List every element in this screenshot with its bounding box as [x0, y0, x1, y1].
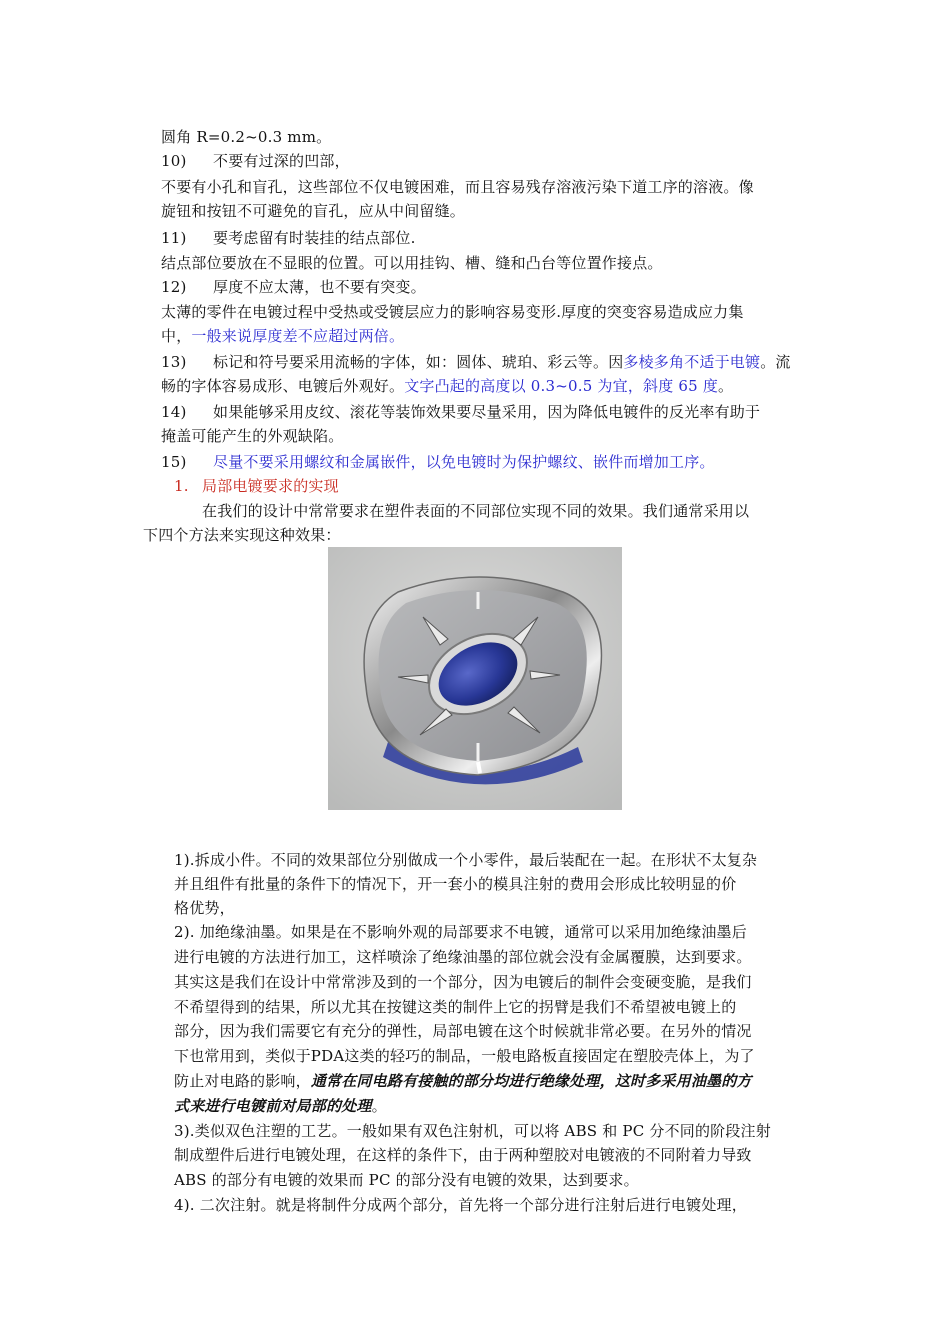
text-line: 不要有小孔和盲孔，这些部位不仅电镀困难，而且容易残存溶液污染下道工序的溶液。像 — [161, 178, 754, 196]
method-line: ABS 的部分有电镀的效果而 PC 的部分没有电镀的效果，达到要求。 — [174, 1171, 639, 1189]
list-number: 14) — [161, 403, 187, 421]
method-line — [174, 1069, 752, 1093]
text-span: 如果能够采用皮纹、滚花等装饰效果要尽量采用，因为降低电镀件的反光率有助于 — [213, 403, 761, 421]
method-line: 部分，因为我们需要它有充分的弹性，局部电镀在这个时候就非常必要。在另外的情况 — [174, 1022, 752, 1040]
list-title: 要考虑留有时装挂的结点部位. — [213, 229, 416, 247]
method-line: 下也常用到，类似于PDA这类的轻巧的制品，一般电路板直接固定在塑胶壳体上，为了 — [174, 1047, 755, 1065]
text-span: 。流 — [760, 353, 791, 371]
list-number: 11) — [161, 229, 187, 247]
text-line: 圆角 R=0.2~0.3 mm。 — [161, 128, 332, 146]
method-line: 格优势， — [174, 899, 235, 917]
list-item-14 — [161, 400, 760, 424]
text-line: 旋钮和按钮不可避免的盲孔，应从中间留缝。 — [161, 202, 466, 220]
text-span: 。 — [718, 377, 734, 395]
method-line — [174, 1094, 387, 1118]
method-line: 制成塑件后进行电镀处理，在这样的条件下，由于两种塑胶对电镀液的不同附着力导致 — [174, 1146, 752, 1164]
method-line: 2). 加绝缘油墨。如果是在不影响外观的局部要求不电镀，通常可以采用加绝缘油墨后 — [174, 923, 747, 941]
text-line: 掩盖可能产生的外观缺陷。 — [161, 427, 344, 445]
list-item-10 — [161, 149, 350, 173]
method-line: 3).类似双色注塑的工艺。一般如果有双色注射机，可以将 ABS 和 PC 分不同的阶段注射 — [174, 1122, 771, 1140]
paragraph-line: 在我们的设计中常常要求在塑件表面的不同部位实现不同的效果。我们通常采用以 — [202, 502, 750, 520]
list-number: 10) — [161, 152, 187, 170]
bold-italic-text: 通常在同电路有接触的部分均进行绝缘处理，这时多采用油墨的方 — [310, 1072, 752, 1090]
text-span: 。 — [371, 1097, 387, 1115]
emphasis-text: 一般来说厚度差不应超过两倍。 — [191, 327, 405, 345]
text-line — [161, 324, 404, 348]
emphasis-text: 文字凸起的高度以 0.3~0.5 为宜，斜度 65 度 — [404, 377, 719, 395]
method-line: 不希望得到的结果，所以尤其在按键这类的制件上它的拐臂是我们不希望被电镀上的 — [174, 998, 737, 1016]
list-item-15 — [161, 450, 715, 474]
emphasis-text: 多棱多角不适于电镀 — [623, 353, 761, 371]
heading-title: 局部电镀要求的实现 — [202, 477, 339, 495]
paragraph-line: 下四个方法来实现这种效果： — [143, 526, 341, 544]
text-line: 结点部位要放在不显眼的位置。可以用挂钩、槽、缝和凸台等位置作接点。 — [161, 254, 663, 272]
list-title: 厚度不应太薄，也不要有突变。 — [213, 278, 426, 296]
method-line: 并且组件有批量的条件下的情况下，开一套小的模具注射的费用会形成比较明显的价 — [174, 875, 737, 893]
heading-number: 1. — [174, 477, 189, 495]
method-line: 4). 二次注射。就是将制件分成两个部分，首先将一个部分进行注射后进行电镀处理， — [174, 1196, 747, 1214]
bold-italic-text: 式来进行电镀前对局部的处理 — [174, 1097, 372, 1115]
text-span: 防止对电路的影响， — [174, 1072, 311, 1090]
text-span: 畅的字体容易成形、电镀后外观好。 — [161, 377, 405, 395]
section-heading — [174, 474, 339, 498]
method-line: 其实这是我们在设计中常常涉及到的一个部分，因为电镀后的制件会变硬变脆，是我们 — [174, 973, 752, 991]
text-span: 中， — [161, 327, 192, 345]
list-number: 12) — [161, 278, 187, 296]
list-number: 13) — [161, 353, 187, 371]
method-line: 进行电镀的方法进行加工，这样喷涂了绝缘油墨的部位就会没有金属覆膜，达到要求。 — [174, 948, 752, 966]
list-item-11 — [161, 226, 416, 250]
text-span: 标记和符号要采用流畅的字体，如：圆体、琥珀、彩云等。因 — [213, 353, 624, 371]
list-number: 15) — [161, 453, 187, 471]
list-title: 不要有过深的凹部， — [213, 152, 350, 170]
list-item-12 — [161, 275, 426, 299]
text-line: 太薄的零件在电镀过程中受热或受镀层应力的影响容易变形.厚度的突变容易造成应力集 — [161, 303, 744, 321]
plated-button-photo — [328, 547, 622, 810]
text-line — [161, 374, 733, 398]
plated-button-image — [328, 547, 622, 810]
method-line: 1).拆成小件。不同的效果部位分别做成一个小零件，最后装配在一起。在形状不太复杂 — [174, 851, 758, 869]
list-item-13 — [161, 350, 791, 374]
emphasis-text: 尽量不要采用螺纹和金属嵌件，以免电镀时为保护螺纹、嵌件而增加工序。 — [213, 453, 715, 471]
